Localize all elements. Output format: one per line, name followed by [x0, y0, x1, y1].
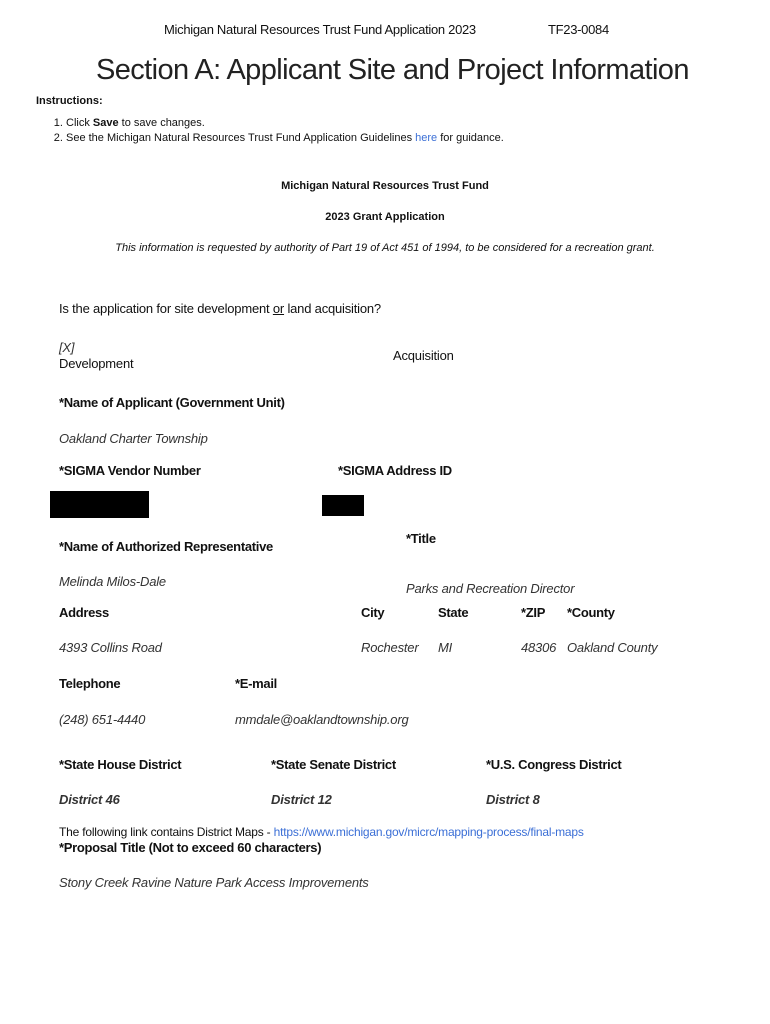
applicant-name-label: *Name of Applicant (Government Unit)	[59, 395, 285, 410]
email-field[interactable]: mmdale@oaklandtownship.org	[235, 712, 409, 727]
applicant-name-field[interactable]: Oakland Charter Township	[59, 431, 208, 446]
address-field[interactable]: 4393 Collins Road	[59, 640, 162, 655]
district-maps-line	[59, 825, 584, 839]
question-or: or	[272, 301, 285, 316]
instruction-item	[66, 117, 504, 129]
instruction-text: to save changes.	[121, 117, 205, 129]
city-label: City	[361, 605, 385, 620]
application-id: TF23-0084	[548, 22, 609, 37]
county-label: *County	[567, 605, 615, 620]
question-text: land acquisition?	[287, 301, 381, 316]
us-congress-district-field[interactable]: District 8	[486, 792, 540, 807]
form-app-title: 2023 Grant Application	[325, 211, 445, 223]
zip-label: *ZIP	[521, 605, 546, 620]
us-congress-district-label: *U.S. Congress District	[486, 757, 622, 772]
form-org-title: Michigan Natural Resources Trust Fund	[281, 180, 489, 192]
sigma-vendor-label: *SIGMA Vendor Number	[59, 463, 201, 478]
save-keyword: Save	[92, 117, 119, 129]
proposal-title-field[interactable]: Stony Creek Ravine Nature Park Access Improvements	[59, 875, 369, 890]
title-field[interactable]: Parks and Recreation Director	[406, 581, 575, 596]
guidelines-link[interactable]: here	[415, 132, 438, 144]
address-label: Address	[59, 605, 109, 620]
redacted-address-id	[322, 495, 364, 516]
sigma-address-id-label: *SIGMA Address ID	[338, 463, 452, 478]
proposal-title-label: *Proposal Title (Not to exceed 60 characters)	[59, 840, 322, 855]
development-label: Development	[59, 356, 134, 371]
district-maps-text: The following link contains District Maps -	[59, 825, 271, 839]
state-senate-district-label: *State Senate District	[271, 757, 396, 772]
section-title: Section A: Applicant Site and Project Information	[96, 54, 689, 86]
state-label: State	[438, 605, 469, 620]
instructions-label: Instructions:	[36, 95, 103, 107]
representative-name-field[interactable]: Melinda Milos-Dale	[59, 574, 166, 589]
title-label: *Title	[406, 531, 436, 546]
instruction-text: for guidance.	[440, 132, 504, 144]
instruction-text: Click	[66, 117, 90, 129]
city-field[interactable]: Rochester	[361, 640, 419, 655]
instructions-list	[36, 117, 504, 144]
county-field[interactable]: Oakland County	[567, 640, 658, 655]
telephone-field[interactable]: (248) 651-4440	[59, 712, 146, 727]
email-label: *E-mail	[235, 676, 277, 691]
district-maps-link[interactable]: https://www.michigan.gov/micrc/mapping-process/final-maps	[273, 825, 584, 839]
state-senate-district-field[interactable]: District 12	[271, 792, 332, 807]
instruction-text: See the Michigan Natural Resources Trust Fund Application Guidelines	[66, 132, 413, 144]
state-house-district-label: *State House District	[59, 757, 182, 772]
zip-field[interactable]: 48306	[521, 640, 557, 655]
project-type-question	[59, 301, 381, 316]
question-text: Is the application for site development	[59, 301, 270, 316]
state-house-district-field[interactable]: District 46	[59, 792, 120, 807]
application-title: Michigan Natural Resources Trust Fund Application 2023	[164, 22, 476, 37]
authority-statement: This information is requested by authority of Part 19 of Act 451 of 1994, to be considered for a recreation grant.	[115, 242, 655, 254]
state-field[interactable]: MI	[438, 640, 453, 655]
acquisition-option[interactable]: Acquisition	[393, 348, 454, 363]
development-checkbox[interactable]: [X]	[59, 340, 75, 355]
instruction-item	[66, 132, 504, 144]
representative-name-label: *Name of Authorized Representative	[59, 539, 273, 554]
redacted-vendor-number	[50, 491, 149, 518]
telephone-label: Telephone	[59, 676, 121, 691]
